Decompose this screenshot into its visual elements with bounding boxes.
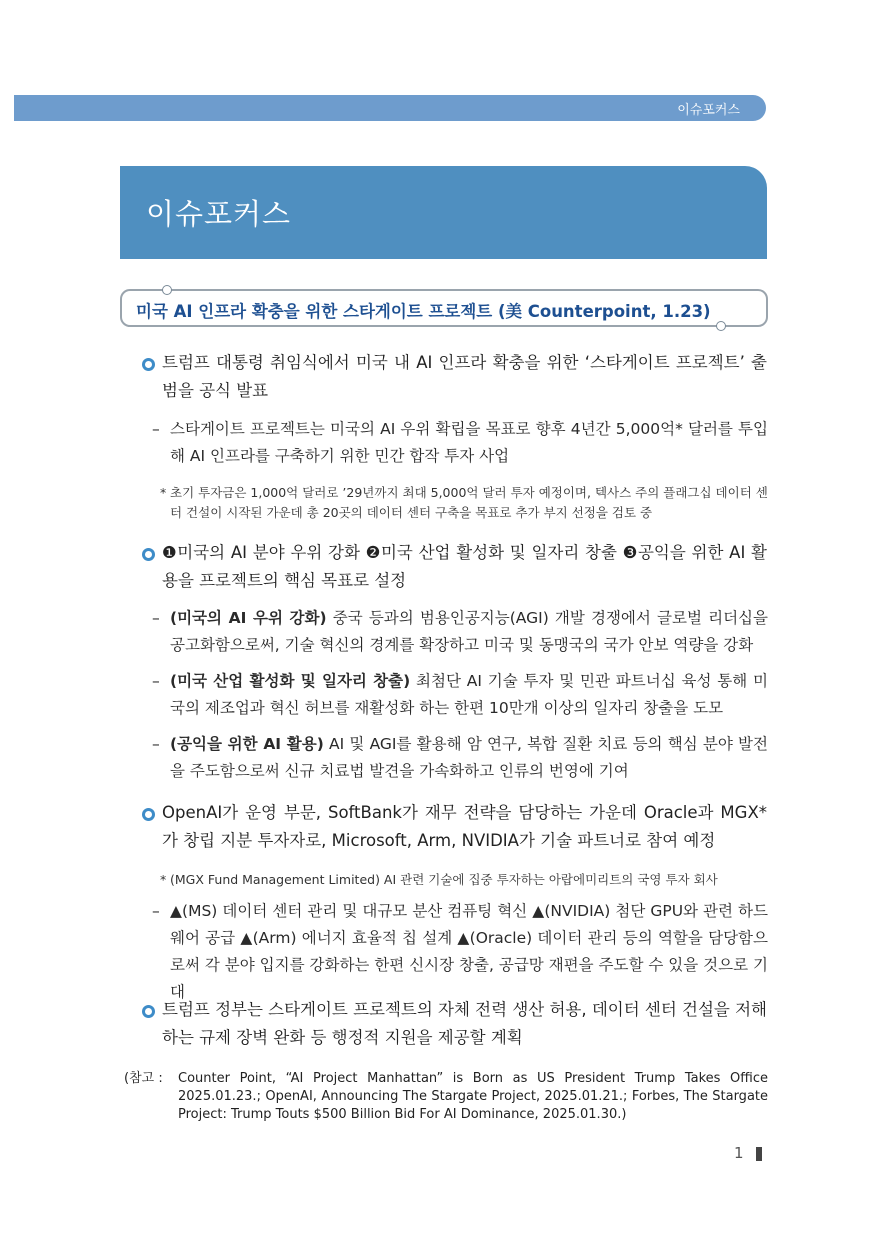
page-number: 1 <box>734 1144 744 1162</box>
sub-point-text: AI 및 AGI를 활용해 암 연구, 복합 질환 치료 등의 핵심 분야 발전을 주도함으로써 신규 치료법 발견을 가속화하고 인류의 번영에 기여 <box>170 735 768 780</box>
bullet-ring-icon <box>142 1005 155 1018</box>
decorative-dot-icon <box>716 321 726 331</box>
banner-title: 이슈포커스 <box>146 197 292 231</box>
bullet-ring-icon <box>142 358 155 371</box>
sub-point-text: 중국 등과의 범용인공지능(AGI) 개발 경쟁에서 글로벌 리더십을 공고화함으로써, 기술 혁신의 경계를 확장하고 미국 및 동맹국의 국가 안보 역량을 강화 <box>170 609 768 654</box>
bullet-text: OpenAI가 운영 부문, SoftBank가 재무 전략을 담당하는 가운데 Oracle과 MGX*가 창립 지분 투자자로, Microsoft, Arm, NVIDIA가 기술 파트너로 참여 예정 <box>162 803 767 850</box>
footnote: * 초기 투자금은 1,000억 달러로 ’29년까지 최대 5,000억 달러 투자 예정이며, 텍사스 주의 플래그십 데이터 센터 건설이 시작된 가운데 총 20곳의 데이터 센터 구축을 목표로 추가 부지 선정을 검토 중 <box>160 483 770 523</box>
reference-text: Counter Point, “AI Project Manhattan” is Born as US President Trump Takes Office 2025.01.23.; OpenAI, Announcing The Stargate Project, 2025.01.21.; Forbes, The Stargate Project: Trump Touts $500 Billion Bid For AI Dominance, 2025.01.30.) <box>178 1071 768 1122</box>
sub-point: – (공익을 위한 AI 활용) AI 및 AGI를 활용해 암 연구, 복합 질환 치료 등의 핵심 분야 발전을 주도함으로써 신규 치료법 발견을 가속화하고 인류의 번영에 기여 <box>152 735 768 780</box>
sub-point: – 스타게이트 프로젝트는 미국의 AI 우위 확립을 목표로 향후 4년간 5,000억* 달러를 투입해 AI 인프라를 구축하기 위한 민간 합작 투자 사업 <box>152 416 768 470</box>
reference-label: (참고 : <box>124 1071 163 1086</box>
section-banner <box>120 166 767 259</box>
sub-point: – (미국 산업 활성화 및 일자리 창출) 최첨단 AI 기술 투자 및 민관 파트너십 육성 통해 미국의 제조업과 혁신 허브를 재활성화 하는 한편 10만개 이상의 일자리 창출을 도모 <box>152 672 768 717</box>
page-marker-bar <box>756 1147 762 1161</box>
footnote-text: (MGX Fund Management Limited) AI 관련 기술에 집중 투자하는 아랍에미리트의 국영 투자 회사 <box>170 872 718 887</box>
sub-point: – ▲(MS) 데이터 센터 관리 및 대규모 분산 컴퓨팅 혁신 ▲(NVIDIA) 첨단 GPU와 관련 하드웨어 공급 ▲(Arm) 에너지 효율적 칩 설계 ▲(Oracle) 데이터 관리 등의 역할을 담당함으로써 각 분야 입지를 강화하는 한편 신시장 창출, 공급망 재편을 주도할 수 있을 것으로 기대 <box>152 898 768 1006</box>
section-tab-label: 이슈포커스 <box>677 103 740 118</box>
footnote: * (MGX Fund Management Limited) AI 관련 기술에 집중 투자하는 아랍에미리트의 국영 투자 회사 <box>160 870 770 890</box>
sub-point-text: ▲(MS) 데이터 센터 관리 및 대규모 분산 컴퓨팅 혁신 ▲(NVIDIA) 첨단 GPU와 관련 하드웨어 공급 ▲(Arm) 에너지 효율적 칩 설계 ▲(Oracle) 데이터 관리 등의 역할을 담당함으로써 각 분야 입지를 강화하는 한편 신시장 창출, 공급망 재편을 주도할 수 있을 것으로 기대 <box>170 902 768 1001</box>
decorative-dot-icon <box>162 285 172 295</box>
article-headline-box <box>120 289 768 327</box>
bullet-text: 트럼프 정부는 스타게이트 프로젝트의 자체 전력 생산 허용, 데이터 센터 건설을 저해하는 규제 장벽 완화 등 행정적 지원을 제공할 계획 <box>162 1000 767 1047</box>
sub-point-heading: (미국의 AI 우위 강화) <box>170 609 327 627</box>
reference-block <box>124 1070 768 1124</box>
sub-point-text: 최첨단 AI 기술 투자 및 민관 파트너십 육성 통해 미국의 제조업과 혁신 허브를 재활성화 하는 한편 10만개 이상의 일자리 창출을 도모 <box>170 672 768 717</box>
sub-point: – (미국의 AI 우위 강화) 중국 등과의 범용인공지능(AGI) 개발 경쟁에서 글로벌 리더십을 공고화함으로써, 기술 혁신의 경계를 확장하고 미국 및 동맹국의 국가 안보 역량을 강화 <box>152 609 768 654</box>
sub-point-heading: (공익을 위한 AI 활용) <box>170 735 324 753</box>
sub-point-heading: (미국 산업 활성화 및 일자리 창출) <box>170 672 411 690</box>
bullet-text: 트럼프 대통령 취임식에서 미국 내 AI 인프라 확충을 위한 ‘스타게이트 프로젝트’ 출범을 공식 발표 <box>162 353 767 400</box>
bullet-text: ❶미국의 AI 분야 우위 강화 ❷미국 산업 활성화 및 일자리 창출 ❸공익을 위한 AI 활용을 프로젝트의 핵심 목표로 설정 <box>162 543 767 590</box>
footnote-text: 초기 투자금은 1,000억 달러로 ’29년까지 최대 5,000억 달러 투자 예정이며, 텍사스 주의 플래그십 데이터 센터 건설이 시작된 가운데 총 20곳의 데이터 센터 구축을 목표로 추가 부지 선정을 검토 중 <box>170 485 768 520</box>
bullet-ring-icon <box>142 548 155 561</box>
article-headline: 미국 AI 인프라 확충을 위한 스타게이트 프로젝트 (美 Counterpoint, 1.23) <box>136 302 711 321</box>
sub-point-text: 스타게이트 프로젝트는 미국의 AI 우위 확립을 목표로 향후 4년간 5,000억* 달러를 투입해 AI 인프라를 구축하기 위한 민간 합작 투자 사업 <box>170 420 768 465</box>
section-header-band <box>14 95 766 121</box>
bullet-ring-icon <box>142 808 155 821</box>
